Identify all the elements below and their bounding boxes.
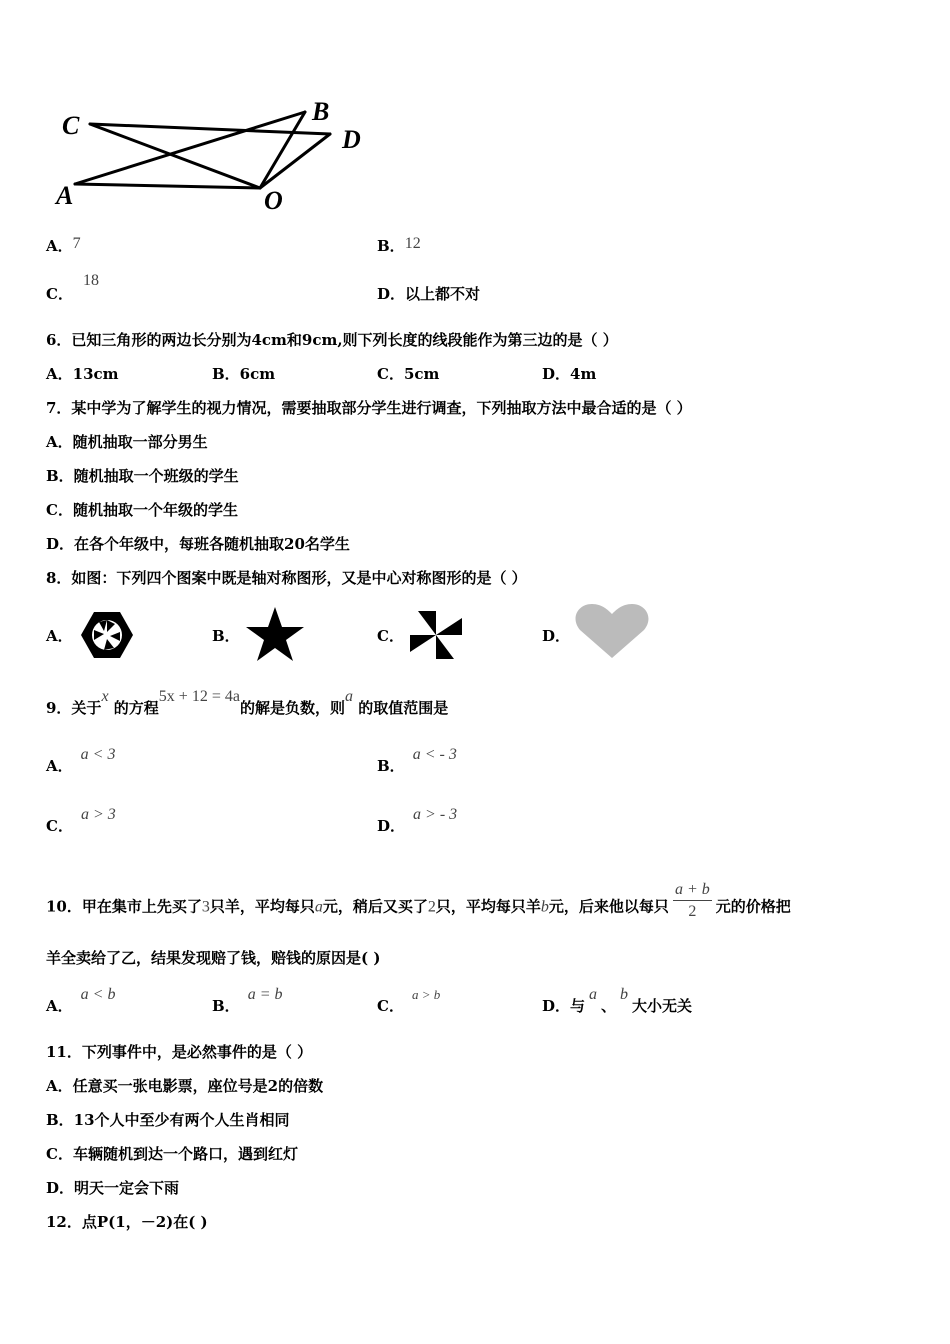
q10-fraction	[673, 880, 712, 923]
q8-option-b: B．	[212, 627, 240, 645]
q5-option-c-value: 18	[82, 272, 99, 289]
q10-fraction-numerator: a + b	[673, 880, 712, 901]
q9-option-d: D．a > - 3	[377, 806, 458, 835]
q8-option-d: D．	[542, 627, 571, 645]
q7-option-c: C．随机抽取一个年级的学生	[46, 501, 238, 519]
q9-equation: 5x + 12 = 4a	[158, 688, 240, 705]
q8-option-c: C．	[377, 627, 404, 645]
q6-option-c: C．5cm	[377, 365, 440, 383]
label-c: C	[62, 111, 80, 140]
q10-option-a: A．a < b	[46, 986, 116, 1015]
label-a: A	[56, 181, 74, 210]
label-o: O	[264, 186, 283, 215]
q9-option-c: C．a > 3	[46, 806, 116, 835]
star-icon	[244, 606, 306, 662]
q10-stem-line1: 10．甲在集市上先买了3只羊，平均每只a元，稍后又买了2只，平均每只羊b元，后来他以每只 $\frac{a + b}{2}$ 元的价格把	[46, 886, 791, 929]
q11-option-a: A．任意买一张电影票，座位号是2的倍数	[46, 1077, 324, 1095]
hexagon-pattern-icon	[80, 610, 134, 660]
q9-var-x: x	[101, 688, 109, 705]
q7-option-a: A．随机抽取一部分男生	[46, 433, 208, 451]
q5-option-b-value: 12	[404, 235, 421, 252]
label-b: B	[312, 97, 330, 126]
q10-stem-line2: 羊全卖给了乙，结果发现赔了钱，赔钱的原因是( )	[46, 949, 381, 967]
q11-option-b: B．13个人中至少有两个人生肖相同	[46, 1111, 290, 1129]
q11-option-d: D．明天一定会下雨	[46, 1179, 180, 1197]
q11-option-c: C．车辆随机到达一个路口，遇到红灯	[46, 1145, 298, 1163]
q5-option-d: D．以上都不对	[377, 285, 481, 303]
heart-icon	[574, 602, 650, 660]
q10-option-b: B．a = b	[212, 986, 283, 1015]
q7-stem: 7．某中学为了解学生的视力情况，需要抽取部分学生进行调查，下列抽取方法中最合适的是（ ）	[46, 399, 692, 417]
label-d: D	[342, 125, 361, 154]
q9-var-a: a	[344, 688, 353, 705]
q9-option-a: A．a < 3	[46, 746, 116, 775]
q5-option-b: B．12	[377, 235, 421, 255]
q6-option-a: A．13cm	[46, 365, 119, 383]
pinwheel-icon	[408, 610, 464, 660]
q11-stem: 11．下列事件中，是必然事件的是（ ）	[46, 1043, 313, 1061]
q5-option-a: A．7	[46, 235, 81, 255]
geometry-figure	[50, 92, 380, 217]
q10-option-d: D．与a、b大小无关	[542, 986, 693, 1015]
q9-stem: 9．关于x 的方程5x + 12 = 4a的解是负数，则a 的取值范围是	[46, 688, 449, 717]
q10-option-c: C．a > b	[377, 987, 441, 1015]
q5-option-c: C．18	[46, 272, 99, 303]
q9-option-b: B．a < - 3	[377, 746, 457, 775]
q8-stem: 8．如图：下列四个图案中既是轴对称图形，又是中心对称图形的是（ ）	[46, 569, 527, 587]
q8-option-a: A．	[46, 627, 73, 645]
q6-option-b: B．6cm	[212, 365, 276, 383]
q6-option-d: D．4m	[542, 365, 597, 383]
q7-option-d: D．在各个年级中，每班各随机抽取20名学生	[46, 535, 350, 553]
q5-option-a-value: 7	[72, 235, 81, 252]
q10-fraction-denominator: 2	[688, 903, 697, 920]
q7-option-b: B．随机抽取一个班级的学生	[46, 467, 239, 485]
q6-stem: 6．已知三角形的两边长分别为4cm和9cm,则下列长度的线段能作为第三边的是（ ）	[46, 331, 618, 349]
q12-stem: 12．点P(1，－2)在( )	[46, 1213, 208, 1231]
